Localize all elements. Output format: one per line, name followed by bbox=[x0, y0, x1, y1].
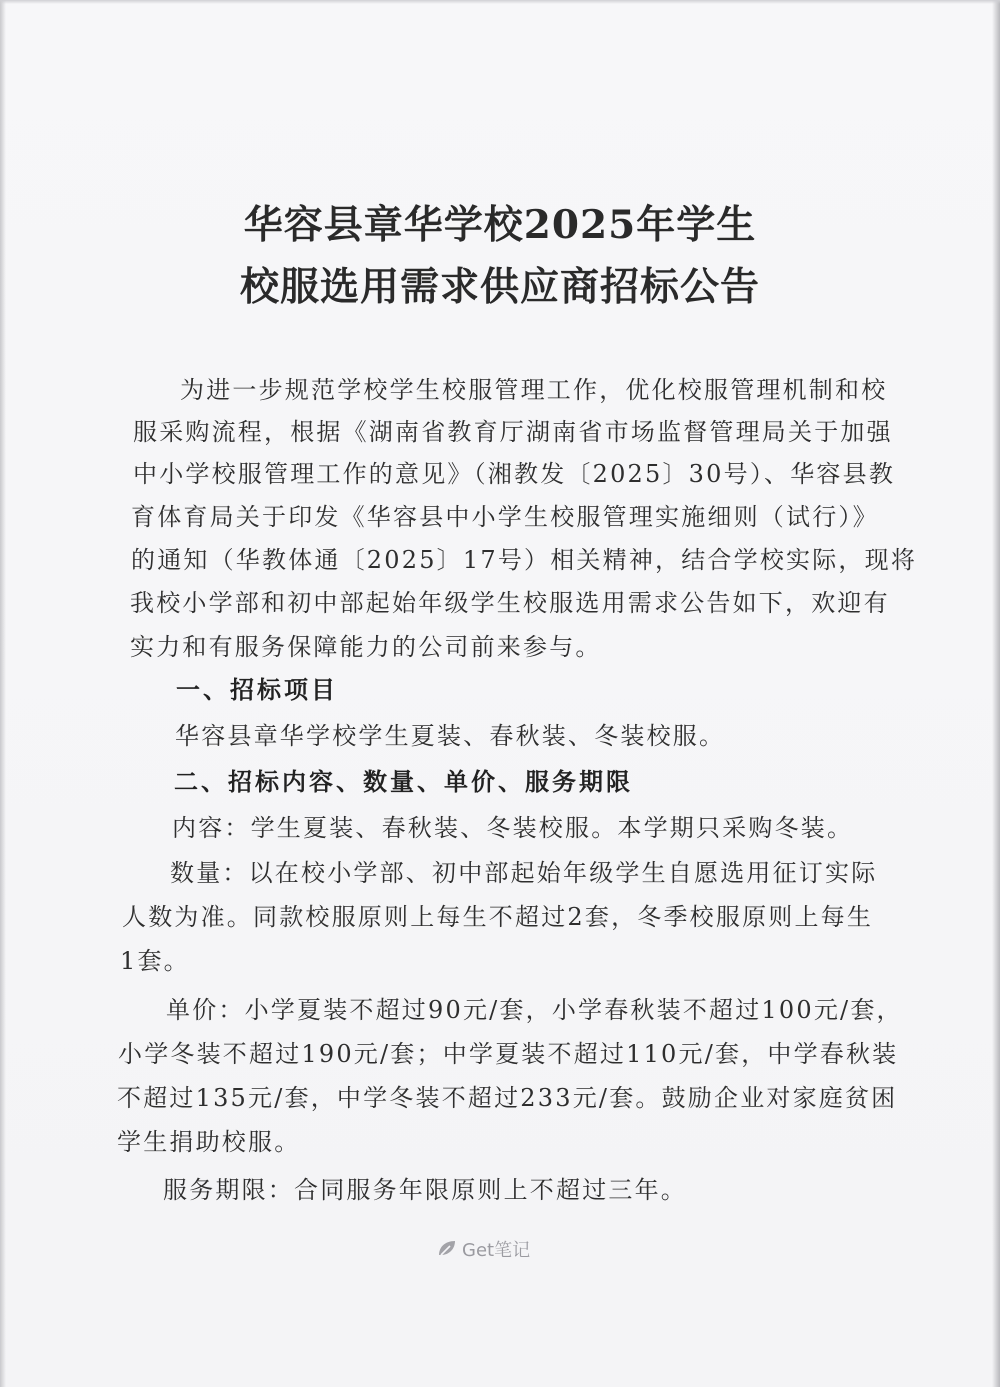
quantity-line: 人数为准。同款校服原则上每生不超过2套，冬季校服原则上每生 bbox=[122, 903, 874, 931]
get-notes-watermark bbox=[436, 1236, 530, 1262]
price-line: 不超过135元/套，中学冬装不超过233元/套。鼓励企业对家庭贫困 bbox=[117, 1084, 898, 1112]
quantity-line: 1套。 bbox=[120, 947, 190, 975]
section-2-heading: 二、招标内容、数量、单价、服务期限 bbox=[174, 767, 633, 796]
leaf-logo-icon bbox=[436, 1238, 458, 1260]
price-line: 小学冬装不超过190元/套；中学夏装不超过110元/套，中学春秋装 bbox=[118, 1040, 899, 1068]
scan-edge-top bbox=[0, 0, 1000, 4]
service-term-line: 服务期限：合同服务年限原则上不超过三年。 bbox=[163, 1176, 687, 1204]
intro-line: 服采购流程，根据《湖南省教育厅湖南省市场监督管理局关于加强 bbox=[133, 418, 893, 446]
intro-line: 育体育局关于印发《华容县中小学生校服管理实施细则（试行）》 bbox=[131, 503, 879, 531]
intro-line: 实力和有服务保障能力的公司前来参与。 bbox=[130, 633, 602, 661]
content-line: 内容：学生夏装、春秋装、冬装校服。本学期只采购冬装。 bbox=[172, 814, 854, 842]
quantity-line: 数量：以在校小学部、初中部起始年级学生自愿选用征订实际 bbox=[170, 859, 878, 887]
section-1-text: 华容县章华学校学生夏装、春秋装、冬装校服。 bbox=[175, 722, 726, 750]
document-title-line-1: 华容县章华学校2025年学生 bbox=[243, 202, 757, 248]
watermark-text: Get笔记 bbox=[462, 1240, 531, 1261]
intro-line: 的通知（华教体通〔2025〕17号）相关精神，结合学校实际，现将 bbox=[131, 546, 918, 574]
section-1-heading: 一、招标项目 bbox=[176, 675, 338, 704]
intro-line: 中小学校服管理工作的意见》（湘教发〔2025〕30号）、华容县教 bbox=[133, 460, 896, 488]
price-line: 学生捐助校服。 bbox=[117, 1128, 301, 1156]
document-title-line-2: 校服选用需求供应商招标公告 bbox=[239, 264, 760, 310]
price-line: 单价：小学夏装不超过90元/套，小学春秋装不超过100元/套， bbox=[166, 996, 903, 1024]
intro-line: 为进一步规范学校学生校服管理工作，优化校服管理机制和校 bbox=[180, 376, 888, 404]
intro-line: 我校小学部和初中部起始年级学生校服选用需求公告如下，欢迎有 bbox=[130, 589, 890, 617]
